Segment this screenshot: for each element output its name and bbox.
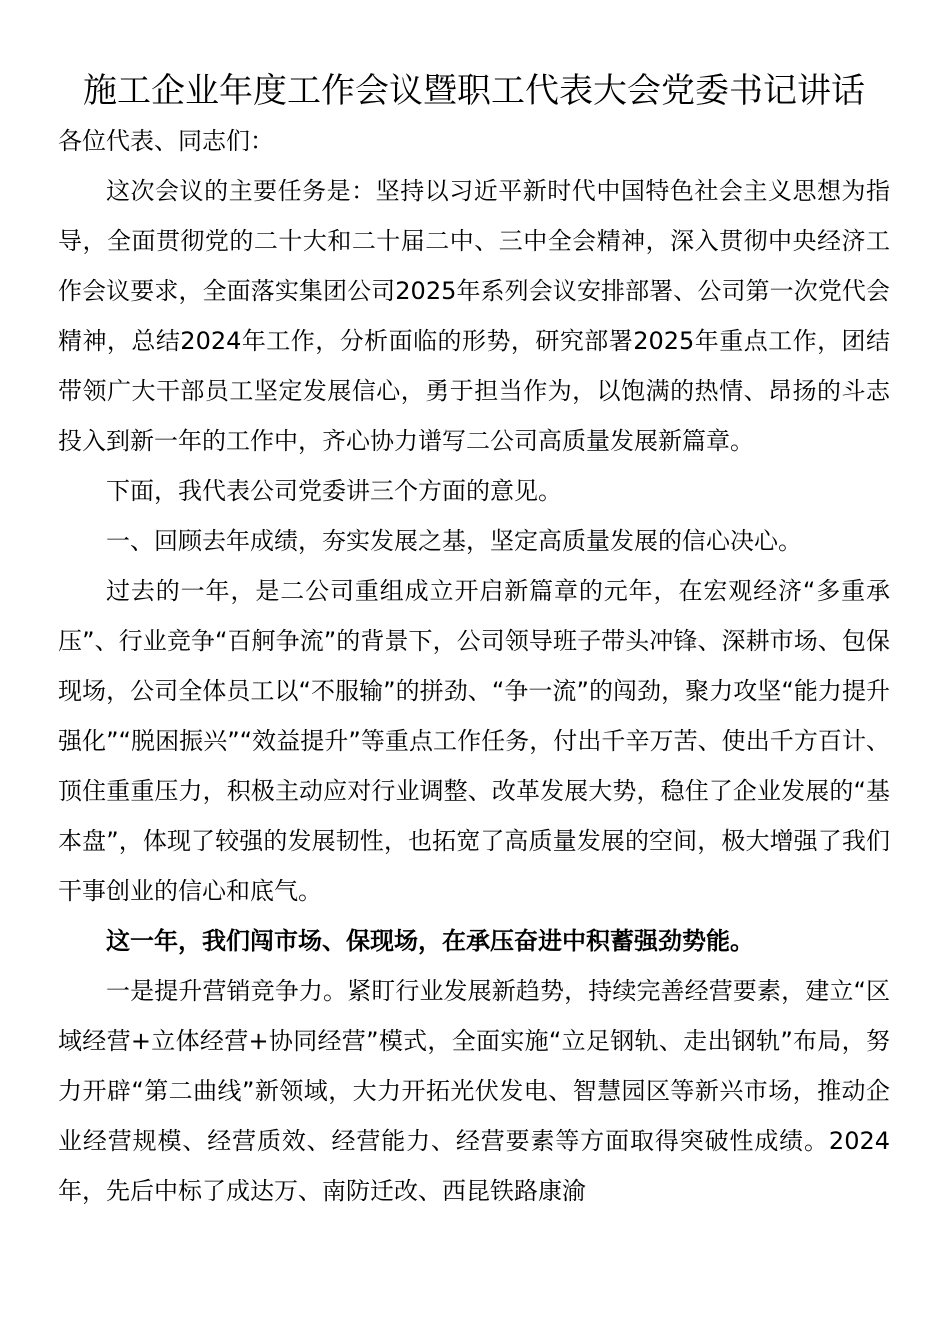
subheading-market: 这一年，我们闯市场、保现场，在承压奋进中积蓄强劲势能。: [106, 927, 754, 955]
paragraph-marketing: 一是提升营销竞争力。紧盯行业发展新趋势，持续完善经营要素，建立“区域经营+立体经营+协同经营”模式，全面实施“立足钢轨、走出钢轨”布局，努力开辟“第二曲线”新领域，大力开拓光伏发电、智慧园区等新兴市场，推动企业经营规模、经营质效、经营能力、经营要素等方面取得突破性成绩。2024年，先后中标了成达万、南防迁改、西昆铁路康渝: [58, 977, 890, 1205]
paragraph-past-year: 过去的一年，是二公司重组成立开启新篇章的元年，在宏观经济“多重承压”、行业竞争“百舸争流”的背景下，公司领导班子带头冲锋、深耕市场、包保现场，公司全体员工以“不服输”的拼劲、“争一流”的闯劲，聚力攻坚“能力提升强化”“脱困振兴”“效益提升”等重点工作任务，付出千辛万苦、使出千方百计、顶住重重压力，积极主动应对行业调整、改革发展大势，稳住了企业发展的“基本盘”，体现了较强的发展韧性，也拓宽了高质量发展的空间，极大增强了我们干事创业的信心和底气。: [58, 577, 890, 905]
paragraph-intro: 下面，我代表公司党委讲三个方面的意见。: [106, 477, 562, 505]
document-page: [58, 66, 890, 1216]
document-title: 施工企业年度工作会议暨职工代表大会党委书记讲话: [83, 71, 865, 111]
salutation: 各位代表、同志们：: [58, 127, 274, 155]
paragraph-meeting-tasks: 这次会议的主要任务是：坚持以习近平新时代中国特色社会主义思想为指导，全面贯彻党的二十大和二十届二中、三中全会精神，深入贯彻中央经济工作会议要求，全面落实集团公司2025年系列会议安排部署、公司第一次党代会精神，总结2024年工作，分析面临的形势，研究部署2025年重点工作，团结带领广大干部员工坚定发展信心，勇于担当作为，以饱满的热情、昂扬的斗志投入到新一年的工作中，齐心协力谱写二公司高质量发展新篇章。: [58, 177, 890, 455]
section-heading-one: 一、回顾去年成绩，夯实发展之基，坚定高质量发展的信心决心。: [106, 527, 802, 555]
